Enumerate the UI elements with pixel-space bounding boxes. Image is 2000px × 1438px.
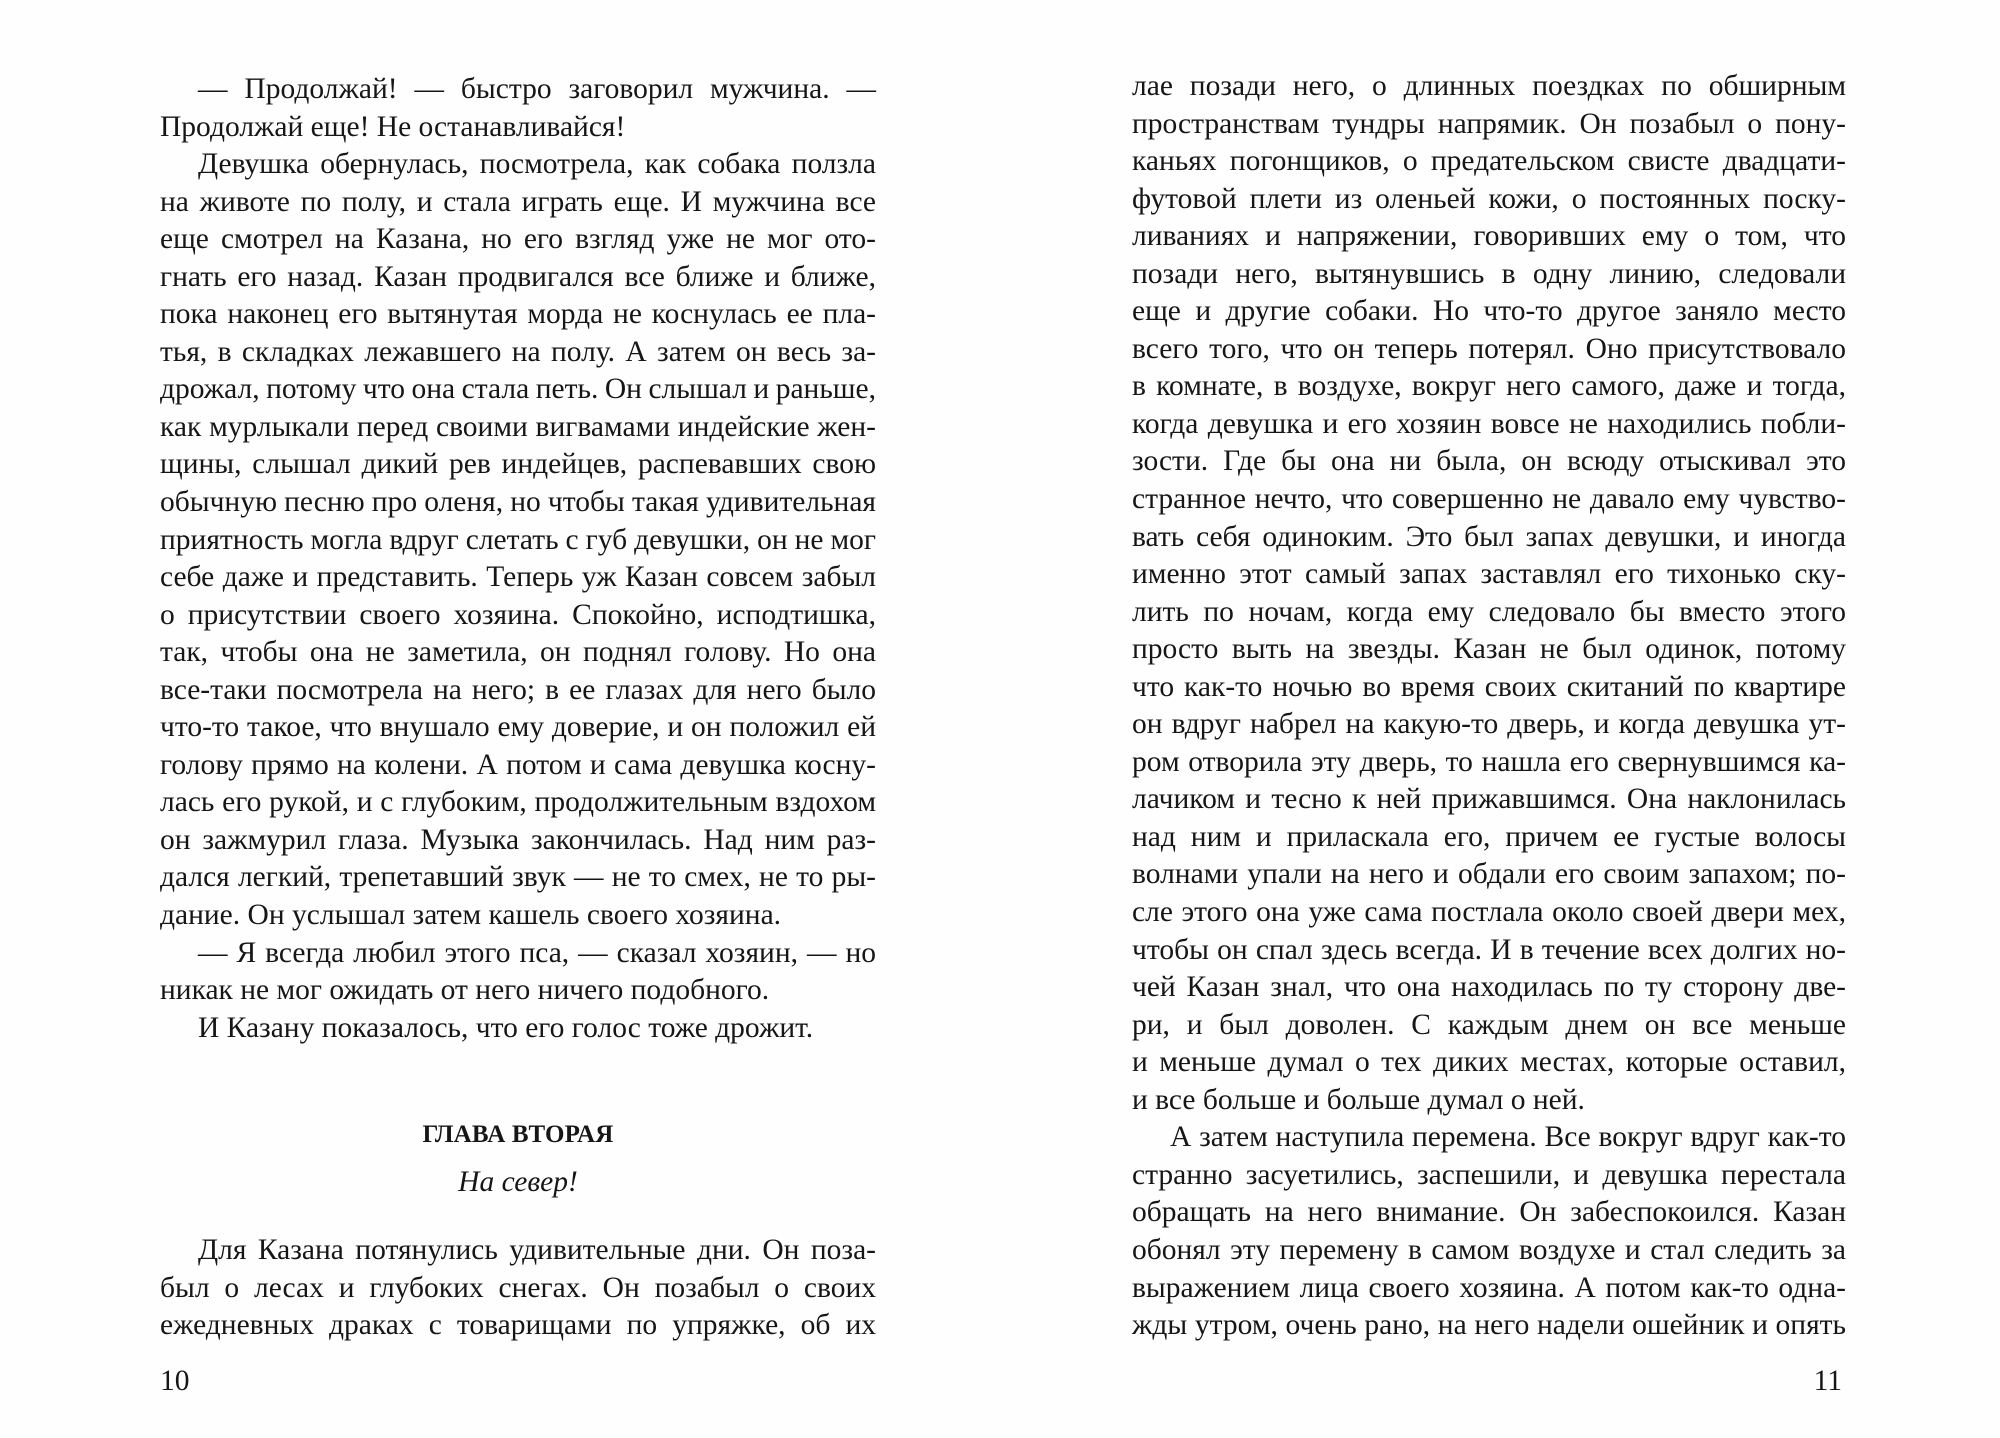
line-text: зости. Где бы она ни была, он всюду отыскивал это: [1132, 445, 1846, 478]
text-line: [1132, 218, 1846, 256]
line-text: чтобы он спал здесь всегда. И в течение всех долгих но-: [1132, 933, 1846, 966]
page-number: 10: [160, 1365, 190, 1397]
text-line: [1132, 706, 1846, 744]
line-text: пространствам тундры напрямик. Он позабыл о пону-: [1132, 107, 1846, 140]
line-text: голову прямо на колени. А потом и сама девушка косну-: [160, 748, 876, 781]
text-line: [1132, 331, 1846, 369]
text-line: [1132, 443, 1846, 481]
paragraph: [160, 1232, 876, 1345]
line-text: Девушка обернулась, посмотрела, как собака ползла: [198, 148, 876, 181]
text-line: [1132, 819, 1846, 857]
line-text: обращать на него внимание. Он забеспокоился. Казан: [1132, 1196, 1846, 1229]
text-line: [1132, 631, 1846, 669]
text-line: [198, 935, 876, 973]
line-text: над ним и приласкала его, причем ее густые волосы: [1132, 820, 1846, 853]
line-text: когда девушка и его хозяин вовсе не находились побли-: [1132, 407, 1846, 440]
text-line: [1132, 68, 1846, 106]
line-text: и меньше думал о тех диких местах, которые оставил,: [1132, 1046, 1846, 1079]
line-text: в комнате, в воздухе, вокруг него самого, даже и тогда,: [1132, 370, 1846, 403]
line-text: А затем наступила перемена. Все вокруг вдруг как-то: [1170, 1121, 1846, 1154]
text-line: [1132, 143, 1846, 181]
line-text: дрожал, потому что она стала петь. Он слышал и раньше,: [160, 373, 876, 406]
line-text: был о лесах и глубоких снегах. Он позабыл о своих: [160, 1271, 876, 1304]
text-line: [1132, 669, 1846, 707]
text-line: [1132, 556, 1846, 594]
text-line: [1132, 368, 1846, 406]
paragraph: [160, 935, 876, 1010]
line-text: лачиком и тесно к ней прижавшимся. Она наклонилась: [1132, 783, 1846, 816]
line-text: пока наконец его вытянутая морда не коснулась ее пла-: [160, 298, 876, 331]
line-text: чей Казан знал, что она находилась по ту сторону две-: [1132, 971, 1846, 1004]
line-text: еще смотрел на Казана, но его взгляд уже не мог ото-: [160, 223, 876, 256]
line-text: приятность могла вдруг слетать с губ девушки, он не мог: [160, 523, 876, 556]
line-text: волнами упали на него и обдали его своим запахом; по-: [1132, 858, 1846, 891]
text-line: [160, 184, 876, 222]
text-line: [160, 334, 876, 372]
text-line: [1132, 781, 1846, 819]
line-text: обычную песню про оленя, но чтобы такая удивительная: [160, 486, 876, 519]
text-line: [160, 559, 876, 597]
text-line: [1132, 293, 1846, 331]
text-line: [1132, 1157, 1846, 1195]
page-number: 11: [1813, 1365, 1842, 1397]
text-line: [160, 859, 876, 897]
line-text: ром отворила эту дверь, то нашла его свернувшимся ка-: [1132, 745, 1846, 778]
text-line: [160, 672, 876, 710]
text-line: [1132, 1194, 1846, 1232]
line-text: дание. Он услышал затем кашель своего хозяина.: [160, 899, 782, 932]
text-line: [1132, 856, 1846, 894]
line-text: дался легкий, трепетавший звук — не то смех, не то ры-: [160, 861, 876, 894]
line-text: никак не мог ожидать от него ничего подобного.: [160, 974, 770, 1007]
line-text: всего того, что он теперь потерял. Оно присутствовало: [1132, 332, 1846, 365]
line-text: как мурлыкали перед своими вигвамами индейские жен-: [160, 410, 876, 443]
line-text: странное нечто, что совершенно не давало ему чувство-: [1132, 483, 1846, 516]
text-line: [1132, 932, 1846, 970]
text-line: [198, 71, 876, 109]
text-line: [1132, 106, 1846, 144]
text-line: [160, 972, 876, 1010]
text-line: [160, 1270, 876, 1308]
line-text: сле этого она уже сама постлала около своей двери мех,: [1132, 896, 1846, 929]
text-line: [160, 1307, 876, 1345]
line-text: именно этот самый запах заставлял его тихонько ску-: [1132, 558, 1846, 591]
right-page: [1000, 0, 2000, 1438]
left-page-text: [160, 71, 876, 1345]
text-line: [1170, 1119, 1846, 1157]
line-text: футовой плети из оленьей кожи, о постоянных поску-: [1132, 182, 1846, 215]
text-line: [1132, 406, 1846, 444]
chapter-subtitle: На север!: [458, 1165, 578, 1198]
text-line: [160, 446, 876, 484]
text-line: [160, 484, 876, 522]
text-line: [1132, 519, 1846, 557]
text-line: [1132, 1270, 1846, 1308]
line-text: на животе по полу, и стала играть еще. И мужчина все: [160, 185, 876, 218]
text-line: [1132, 1044, 1846, 1082]
line-text: лась его рукой, и с глубоким, продолжительным вздохом: [160, 786, 876, 819]
text-line: [160, 709, 876, 747]
text-line: [198, 146, 876, 184]
line-text: выражением лица своего хозяина. А потом как-то одна-: [1132, 1271, 1846, 1304]
paragraph: [1132, 1119, 1846, 1344]
text-line: [160, 259, 876, 297]
text-line: [1132, 969, 1846, 1007]
line-text: лить по ночам, когда ему следовало бы вместо этого: [1132, 595, 1846, 628]
text-line: [160, 634, 876, 672]
paragraph: [160, 71, 876, 146]
line-text: позади него, вытянувшись в одну линию, следовали: [1132, 257, 1846, 290]
line-text: странно засуетились, заспешили, и девушка перестала: [1132, 1158, 1846, 1191]
line-text: о присутствии своего хозяина. Спокойно, исподтишка,: [160, 598, 876, 631]
line-text: — Я всегда любил этого пса, — сказал хозяин, — но: [198, 936, 876, 969]
text-line: [198, 1010, 876, 1048]
chapter-heading: ГЛАВА ВТОРАЯ: [422, 1121, 614, 1149]
right-page-text: [1132, 68, 1846, 1345]
line-text: гнать его назад. Казан продвигался все ближе и ближе,: [160, 260, 876, 293]
line-text: И Казану показалось, что его голос тоже дрожит.: [198, 1011, 814, 1044]
text-line: [1132, 1232, 1846, 1270]
line-text: все-таки посмотрела на него; в ее глазах для него было: [160, 673, 876, 706]
text-line: [160, 296, 876, 334]
line-text: он зажмурил глаза. Музыка закончилась. Над ним раз-: [160, 823, 876, 856]
text-line: [160, 822, 876, 860]
line-text: он вдруг набрел на какую-то дверь, и когда девушка ут-: [1132, 708, 1846, 741]
line-text: так, чтобы она не заметила, он поднял голову. Но она: [160, 636, 876, 669]
text-line: [1132, 1007, 1846, 1045]
text-line: [198, 1232, 876, 1270]
line-text: ежедневных драках с товарищами по упряжке, об их: [160, 1309, 876, 1342]
text-line: [160, 897, 876, 935]
line-text: себе даже и представить. Теперь уж Казан совсем забыл: [160, 561, 876, 594]
line-text: еще и другие собаки. Но что-то другое заняло место: [1132, 295, 1846, 328]
line-text: тья, в складках лежавшего на полу. А затем он весь за-: [160, 335, 876, 368]
text-line: [160, 371, 876, 409]
text-line: [160, 597, 876, 635]
text-line: [160, 409, 876, 447]
paragraph: [160, 1010, 876, 1048]
line-text: щины, слышал дикий рев индейцев, распевавших свою: [160, 448, 876, 481]
line-text: просто выть на звезды. Казан не был одинок, потому: [1132, 633, 1846, 666]
line-text: вать себя одиноким. Это был запах девушки, и иногда: [1132, 520, 1846, 553]
text-line: [1132, 594, 1846, 632]
line-text: — Продолжай! — быстро заговорил мужчина. —: [198, 73, 876, 105]
line-text: Для Казана потянулись удивительные дни. Он поза-: [198, 1234, 876, 1267]
text-line: [160, 109, 876, 147]
line-text: жды утром, очень рано, на него надели ошейник и опять: [1132, 1309, 1846, 1342]
text-line: [1132, 1082, 1846, 1120]
text-line: [160, 522, 876, 560]
line-text: Продолжай еще! Не останавливайся!: [160, 110, 626, 143]
line-text: что как-то ночью во время своих скитаний по квартире: [1132, 670, 1846, 703]
line-text: ливаниях и напряжении, говоривших ему о том, что: [1132, 220, 1846, 253]
text-line: [1132, 256, 1846, 294]
text-line: [160, 747, 876, 785]
text-line: [1132, 744, 1846, 782]
line-text: обонял эту перемену в самом воздухе и стал следить за: [1132, 1233, 1846, 1266]
paragraph: [160, 146, 876, 934]
paragraph: [1132, 68, 1846, 1119]
text-line: [1132, 1307, 1846, 1345]
text-line: [1132, 894, 1846, 932]
text-line: [160, 221, 876, 259]
text-line: [160, 784, 876, 822]
line-text: что-то такое, что внушало ему доверие, и он положил ей: [160, 711, 876, 744]
line-text: каньях погонщиков, о предательском свисте двадцати-: [1132, 145, 1846, 178]
line-text: лае позади него, о длинных поездках по обширным: [1132, 70, 1846, 102]
line-text: ри, и был доволен. С каждым днем он все меньше: [1132, 1008, 1846, 1041]
text-line: [1132, 481, 1846, 519]
line-text: и все больше и больше думал о ней.: [1132, 1083, 1585, 1116]
text-line: [1132, 181, 1846, 219]
